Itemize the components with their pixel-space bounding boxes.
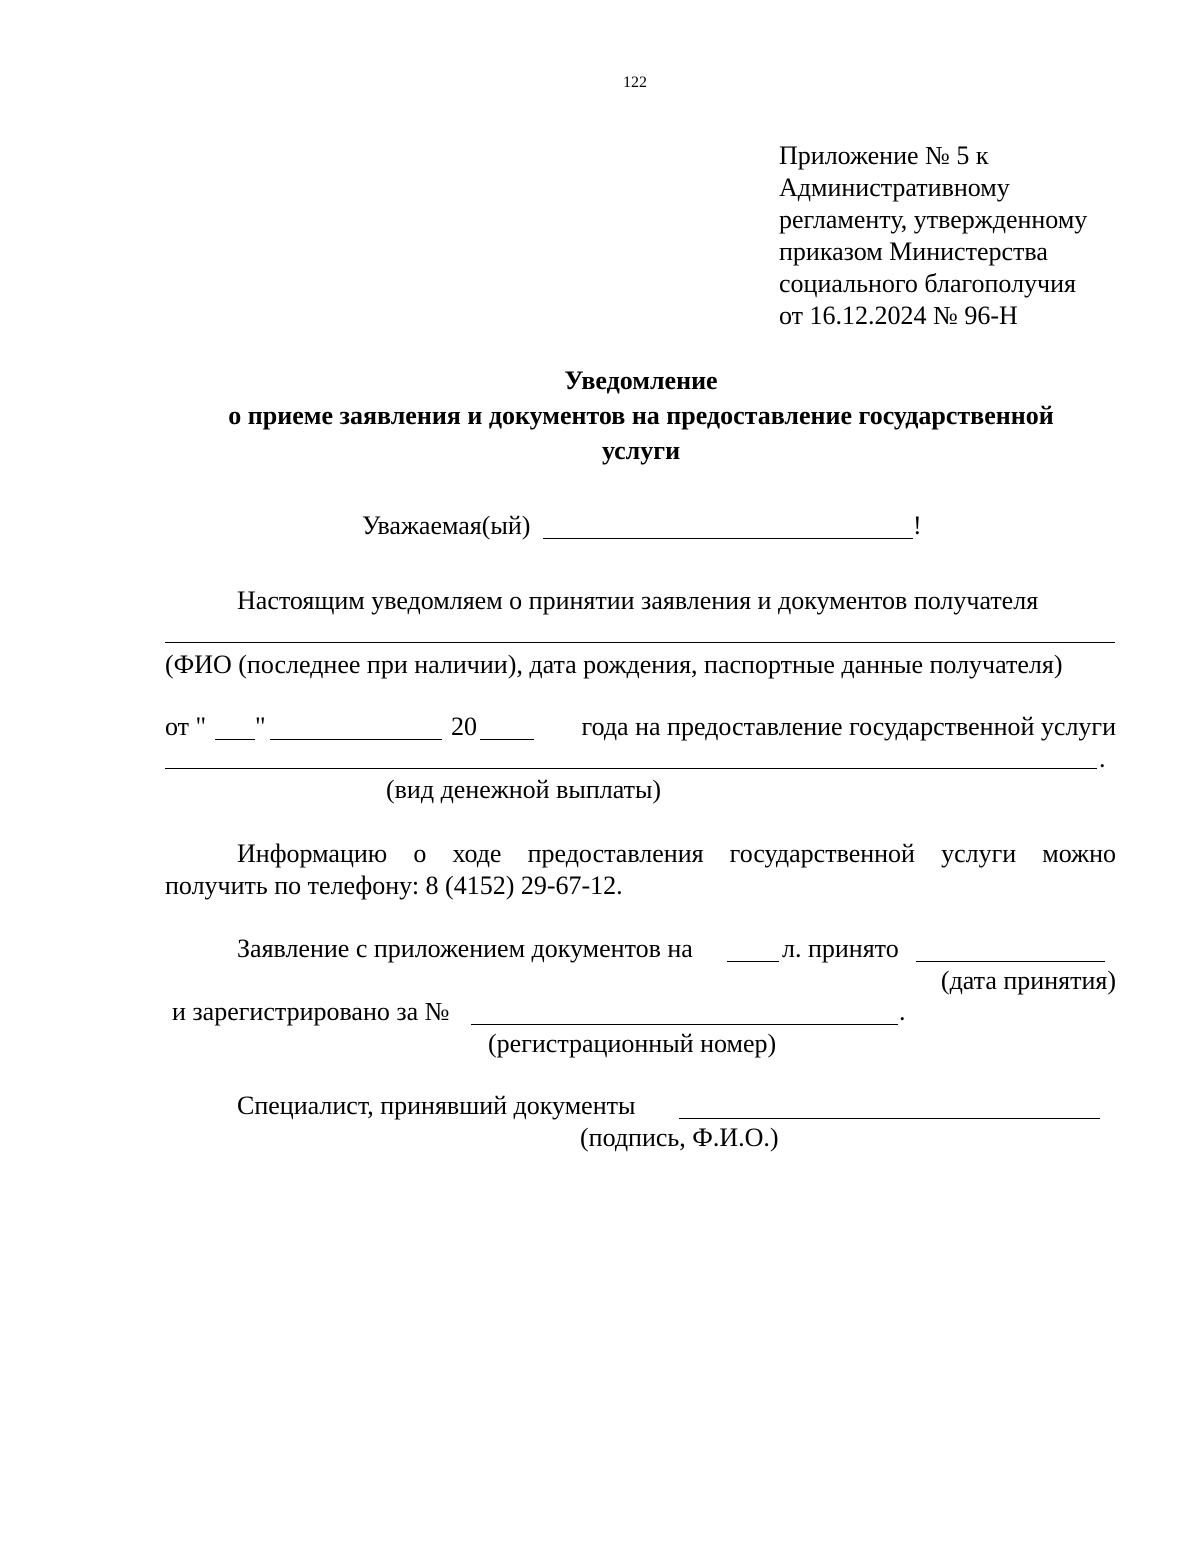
date-suffix: года на предоставление государственной услуги — [581, 712, 1116, 741]
registered-prefix: и зарегистрировано за № — [172, 997, 450, 1026]
recipient-caption: (ФИО (последнее при наличии), дата рождения, паспортные данные получателя) — [165, 650, 1063, 679]
specialist-label: Специалист, принявший документы — [237, 1091, 636, 1120]
appendix-line: Приложение № 5 к — [779, 141, 989, 170]
info-line-1 — [237, 838, 1116, 870]
title-line-3: услуги — [601, 436, 681, 465]
date-prefix: от " — [165, 712, 207, 741]
signature-caption: (подпись, Ф.И.О.) — [580, 1123, 779, 1152]
payment-type-line — [165, 768, 1097, 769]
year-prefix: 20 — [451, 712, 477, 741]
document-title — [160, 363, 1122, 468]
signature-blank — [679, 1118, 1100, 1119]
title-line-1: Уведомление — [564, 366, 718, 395]
info-word: Информацию — [237, 839, 388, 868]
statement-prefix: Заявление с приложением документов на — [237, 934, 693, 963]
day-blank — [215, 739, 255, 740]
reg-number-blank — [471, 1024, 898, 1025]
recipient-line — [165, 642, 1115, 643]
info-word: о — [413, 839, 427, 868]
payment-end: . — [1099, 744, 1106, 773]
info-word: государственной — [729, 839, 915, 868]
info-word: ходе — [452, 839, 502, 868]
info-word: предоставления — [527, 839, 704, 868]
greeting-suffix: ! — [913, 511, 922, 540]
info-line-2: получить по телефону: 8 (4152) 29-67-12. — [165, 871, 623, 900]
sheets-suffix: л. принято — [782, 934, 899, 963]
greeting-prefix: Уважаемая(ый) — [362, 511, 531, 540]
notice-text: Настоящим уведомляем о принятии заявления и документов получателя — [237, 586, 1039, 615]
title-line-2: о приеме заявления и документов на предоставление государственной — [228, 401, 1054, 430]
appendix-line: приказом Министерства — [779, 237, 1048, 266]
date-quote: " — [255, 712, 266, 741]
reg-number-caption: (регистрационный номер) — [488, 1029, 777, 1058]
appendix-block — [779, 140, 1087, 332]
greeting-name-line — [543, 538, 913, 539]
appendix-line: Административному — [779, 173, 1010, 202]
info-word: услуги — [941, 839, 1017, 868]
accept-date-blank — [916, 961, 1105, 962]
page-number: 122 — [623, 74, 647, 91]
sheets-blank — [727, 961, 779, 962]
registered-end: . — [899, 997, 906, 1026]
info-word: можно — [1042, 839, 1116, 868]
accept-date-caption: (дата принятия) — [940, 966, 1116, 995]
payment-caption: (вид денежной выплаты) — [386, 775, 662, 804]
month-blank — [270, 739, 442, 740]
appendix-line: социального благополучия — [779, 269, 1077, 298]
appendix-line: регламенту, утвержденному — [779, 205, 1088, 234]
year-blank — [480, 739, 534, 740]
appendix-line: от 16.12.2024 № 96-Н — [779, 301, 1018, 330]
